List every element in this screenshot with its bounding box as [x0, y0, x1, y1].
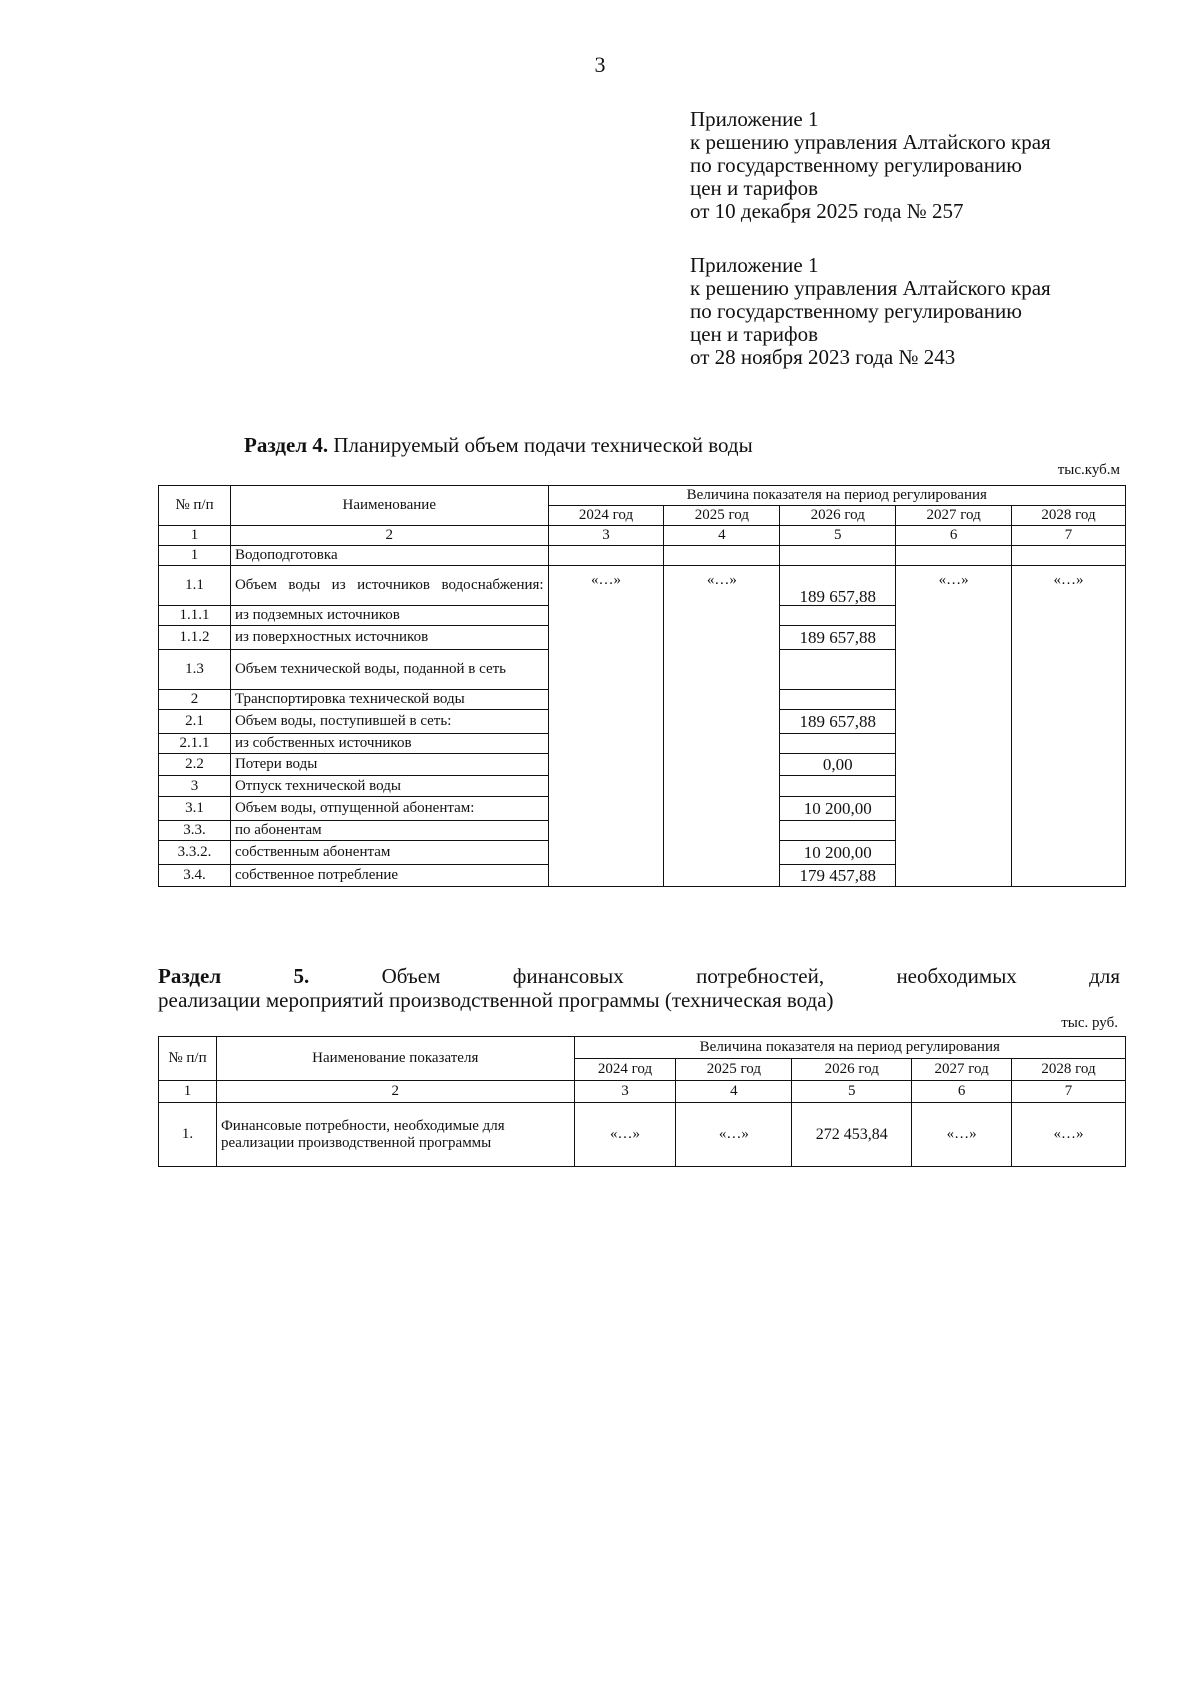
row-name: Финансовые потребности, необходимые для реализации производственной программы — [216, 1103, 574, 1167]
row-name: из поверхностных источников — [230, 626, 548, 650]
appendix-line: по государственному регулированию — [690, 299, 1022, 323]
header-name: Наименование — [230, 486, 548, 526]
row-num: 2.1 — [159, 710, 231, 734]
section5-table — [158, 1036, 1126, 1167]
col-number: 3 — [548, 526, 664, 546]
col-number: 2 — [216, 1081, 574, 1103]
section4-title — [244, 433, 753, 458]
col-number: 5 — [792, 1081, 912, 1103]
row-num: 3.3. — [159, 821, 231, 841]
header-year: 2027 год — [896, 506, 1012, 526]
row-num: 3.3.2. — [159, 841, 231, 865]
row-2026-value — [780, 690, 896, 710]
table-row — [159, 1103, 1126, 1167]
row-2026-value — [780, 821, 896, 841]
section5-title-word: потребностей, — [696, 964, 825, 988]
row-name: Объем воды, отпущенной абонентам: — [230, 797, 548, 821]
row-2026-value: 179 457,88 — [780, 865, 896, 887]
row-name: Транспортировка технической воды — [230, 690, 548, 710]
header-year: 2025 год — [676, 1059, 792, 1081]
row-num: 2.1.1 — [159, 734, 231, 754]
row-num: 1.1.1 — [159, 606, 231, 626]
col-number: 6 — [912, 1081, 1012, 1103]
appendix-line: Приложение 1 — [690, 107, 819, 131]
placeholder-2028: «…» — [1012, 566, 1126, 887]
section5-title-word: для — [1089, 964, 1120, 988]
row-num: 2 — [159, 690, 231, 710]
row-num: 1.1.2 — [159, 626, 231, 650]
row-value-2026: 272 453,84 — [792, 1103, 912, 1167]
section5-title — [158, 964, 1120, 1012]
appendix-header-old — [690, 254, 1051, 369]
section4-title-bold: Раздел 4. — [244, 433, 329, 457]
row-num: 1.3 — [159, 650, 231, 690]
header-period: Величина показателя на период регулирования — [574, 1037, 1125, 1059]
section5-title-word: 5. — [293, 964, 310, 988]
header-num: № п/п — [159, 486, 231, 526]
row-name: Отпуск технической воды — [230, 776, 548, 797]
section5-unit: тыс. руб. — [1061, 1015, 1118, 1031]
row-num: 2.2 — [159, 754, 231, 776]
col-number: 1 — [159, 526, 231, 546]
header-year: 2025 год — [664, 506, 780, 526]
row-2026-value — [780, 606, 896, 626]
row-2026-value: 189 657,88 — [780, 566, 896, 606]
appendix-line: от 28 ноября 2023 года № 243 — [690, 345, 956, 369]
col-number: 5 — [780, 526, 896, 546]
header-year: 2028 год — [1012, 506, 1126, 526]
row-name: Объем воды, поступившей в сеть: — [230, 710, 548, 734]
appendix-line: цен и тарифов — [690, 322, 819, 346]
row-value-2028: «…» — [1012, 1103, 1126, 1167]
section4-unit: тыс.куб.м — [1057, 462, 1120, 478]
row-name: собственное потребление — [230, 865, 548, 887]
section5-title-line2: реализации мероприятий производственной программы (техническая вода) — [158, 988, 834, 1012]
appendix-header-new — [690, 108, 1051, 223]
appendix-line: от 10 декабря 2025 года № 257 — [690, 199, 964, 223]
col-number: 3 — [574, 1081, 676, 1103]
row-name: Объем технической воды, поданной в сеть — [230, 650, 548, 690]
header-period: Величина показателя на период регулирования — [548, 486, 1125, 506]
header-year: 2028 год — [1012, 1059, 1126, 1081]
row-num: 3.1 — [159, 797, 231, 821]
table-row — [159, 546, 1126, 566]
header-year: 2027 год — [912, 1059, 1012, 1081]
section5-title-word: необходимых — [896, 964, 1017, 988]
header-year: 2024 год — [574, 1059, 676, 1081]
header-year: 2026 год — [780, 506, 896, 526]
row-value-2027: «…» — [912, 1103, 1012, 1167]
placeholder-2024: «…» — [548, 566, 664, 887]
row-2026-value — [780, 734, 896, 754]
header-year: 2024 год — [548, 506, 664, 526]
row-2026-value: 189 657,88 — [780, 626, 896, 650]
row-2026-value — [780, 650, 896, 690]
row-2026-value: 10 200,00 — [780, 841, 896, 865]
section5-title-word: финансовых — [512, 964, 624, 988]
row-2026-value — [780, 776, 896, 797]
row-2026-value — [780, 546, 896, 566]
row-name: Потери воды — [230, 754, 548, 776]
placeholder-2027: «…» — [896, 566, 1012, 887]
row-name: Водоподготовка — [230, 546, 548, 566]
appendix-line: по государственному регулированию — [690, 153, 1022, 177]
header-year: 2026 год — [792, 1059, 912, 1081]
page-number: 3 — [594, 52, 606, 77]
section5-title-word: Раздел — [158, 964, 222, 988]
placeholder-2025: «…» — [664, 566, 780, 887]
row-num: 3 — [159, 776, 231, 797]
appendix-line: цен и тарифов — [690, 176, 819, 200]
col-number: 7 — [1012, 1081, 1126, 1103]
section5-title-word: Объем — [381, 964, 441, 988]
col-number: 1 — [159, 1081, 217, 1103]
row-num: 1.1 — [159, 566, 231, 606]
row-2026-value: 0,00 — [780, 754, 896, 776]
header-num: № п/п — [159, 1037, 217, 1081]
header-name: Наименование показателя — [216, 1037, 574, 1081]
row-num: 1. — [159, 1103, 217, 1167]
appendix-line: к решению управления Алтайского края — [690, 276, 1051, 300]
row-2026-value: 189 657,88 — [780, 710, 896, 734]
col-number: 2 — [230, 526, 548, 546]
col-number: 4 — [664, 526, 780, 546]
col-number: 7 — [1012, 526, 1126, 546]
row-name: Объем воды из источников водоснабжения: — [230, 566, 548, 606]
row-name: из собственных источников — [230, 734, 548, 754]
row-num: 3.4. — [159, 865, 231, 887]
appendix-line: Приложение 1 — [690, 253, 819, 277]
section4-table — [158, 485, 1126, 887]
section4-title-text: Планируемый объем подачи технической воды — [328, 433, 753, 457]
col-number: 6 — [896, 526, 1012, 546]
table-row — [159, 566, 1126, 606]
row-name: по абонентам — [230, 821, 548, 841]
col-number: 4 — [676, 1081, 792, 1103]
row-2026-value: 10 200,00 — [780, 797, 896, 821]
row-value-2025: «…» — [676, 1103, 792, 1167]
appendix-line: к решению управления Алтайского края — [690, 130, 1051, 154]
row-num: 1 — [159, 546, 231, 566]
row-value-2024: «…» — [574, 1103, 676, 1167]
row-name: собственным абонентам — [230, 841, 548, 865]
row-name: из подземных источников — [230, 606, 548, 626]
